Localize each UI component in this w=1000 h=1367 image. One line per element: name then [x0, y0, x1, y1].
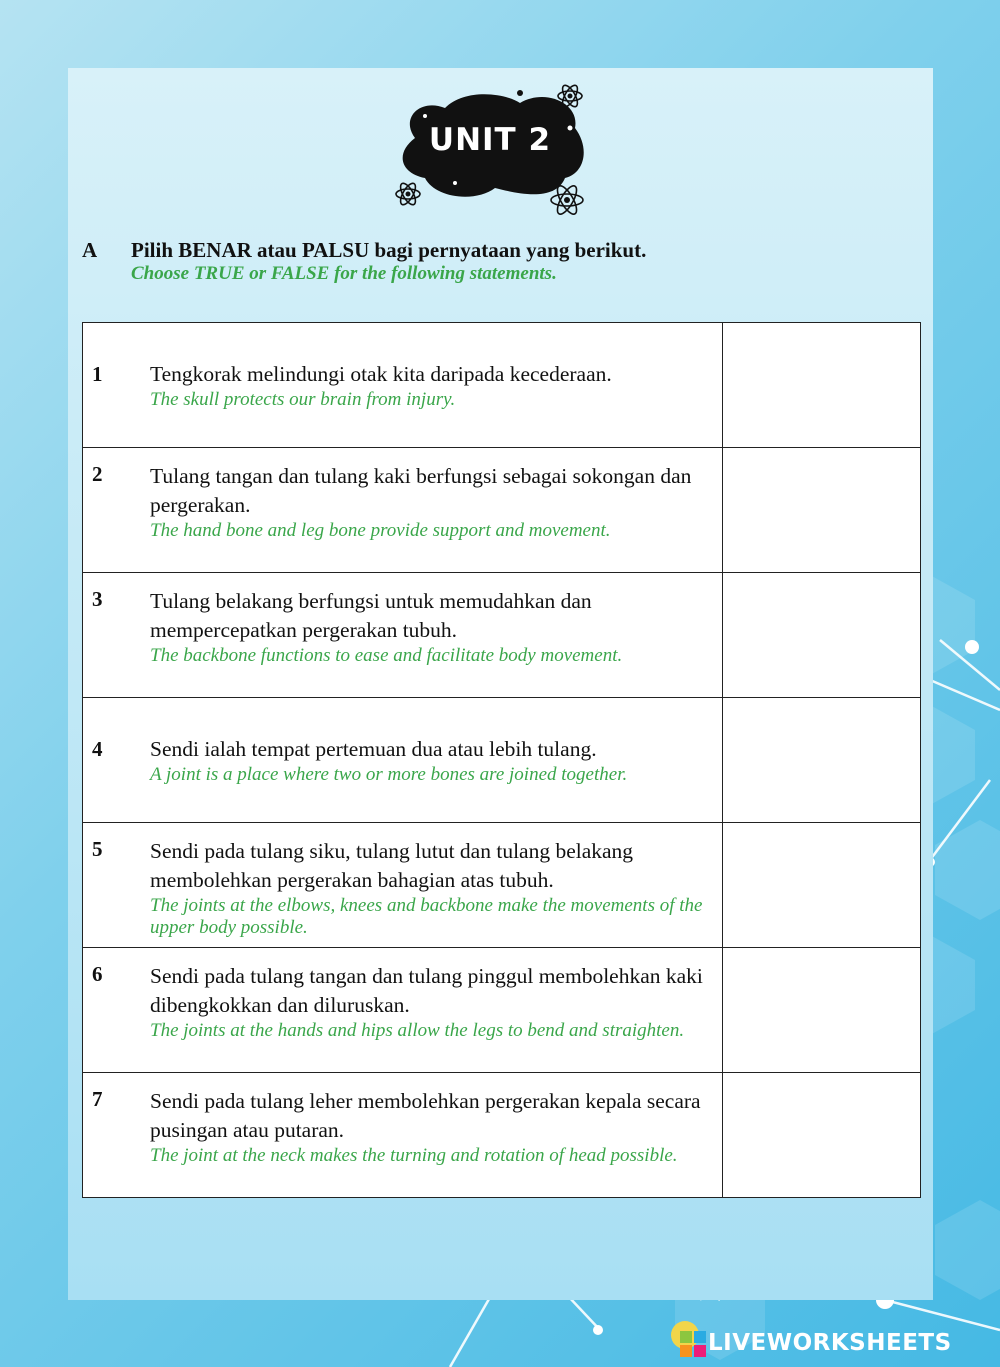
instruction-english: Choose TRUE or FALSE for the following statements. [131, 263, 557, 284]
answer-box[interactable] [723, 823, 921, 948]
question-cell [83, 698, 723, 823]
question-text-malay: Sendi ialah tempat pertemuan dua atau lebih tulang. [150, 736, 597, 761]
unit-title: UNIT 2 [428, 122, 552, 158]
unit-badge [395, 78, 595, 218]
question-number: 7 [92, 1087, 103, 1111]
question-cell [83, 1073, 723, 1198]
table-row [83, 698, 921, 823]
question-text-english: The skull protects our brain from injury. [150, 388, 456, 410]
answer-box[interactable] [723, 698, 921, 823]
question-text-malay: Sendi pada tulang tangan dan tulang pinggul membolehkan kaki dibengkokkan dan diluruskan. [150, 964, 703, 1017]
question-text-malay: Tengkorak melindungi otak kita daripada kecederaan. [150, 361, 612, 386]
question-number: 6 [92, 962, 103, 986]
true-false-table [82, 322, 921, 1198]
liveworksheets-logo-icon [680, 1331, 706, 1357]
question-number: 3 [92, 587, 103, 611]
question-text-english: The backbone functions to ease and facilitate body movement. [150, 645, 623, 666]
answer-box[interactable] [723, 1073, 921, 1198]
liveworksheets-brand[interactable]: LIVEWORKSHEETS [708, 1330, 952, 1356]
question-cell [83, 323, 723, 448]
question-text-english: A joint is a place where two or more bones are joined together. [150, 763, 628, 785]
question-text-malay: Tulang tangan dan tulang kaki berfungsi sebagai sokongan dan pergerakan. [150, 464, 692, 517]
question-text-malay: Sendi pada tulang siku, tulang lutut dan tulang belakang membolehkan pergerakan bahagian atas tubuh. [150, 839, 634, 892]
question-cell [83, 448, 723, 573]
question-number: 1 [92, 361, 103, 386]
question-number: 5 [92, 837, 103, 861]
answer-box[interactable] [723, 948, 921, 1073]
table-row [83, 323, 921, 448]
table-row [83, 573, 921, 698]
table-row [83, 948, 921, 1073]
question-number: 2 [92, 462, 103, 486]
question-text-english: The joint at the neck makes the turning and rotation of head possible. [150, 1145, 678, 1166]
question-text-english: The joints at the hands and hips allow the legs to bend and straighten. [150, 1020, 685, 1041]
table-row [83, 448, 921, 573]
question-text-english: The hand bone and leg bone provide support and movement. [150, 520, 611, 541]
question-cell [83, 573, 723, 698]
table-row [83, 823, 921, 948]
question-number: 4 [92, 736, 103, 761]
table-row [83, 1073, 921, 1198]
section-letter: A [82, 238, 98, 262]
answer-box[interactable] [723, 448, 921, 573]
question-cell [83, 948, 723, 1073]
question-text-english: The joints at the elbows, knees and backbone make the movements of the upper body possible. [150, 895, 703, 938]
question-text-malay: Sendi pada tulang leher membolehkan pergerakan kepala secara pusingan atau putaran. [150, 1089, 701, 1142]
question-cell [83, 823, 723, 948]
instruction-malay: Pilih BENAR atau PALSU bagi pernyataan yang berikut. [131, 238, 647, 262]
question-text-malay: Tulang belakang berfungsi untuk memudahkan dan mempercepatkan pergerakan tubuh. [150, 589, 592, 642]
answer-box[interactable] [723, 573, 921, 698]
answer-box[interactable] [723, 323, 921, 448]
